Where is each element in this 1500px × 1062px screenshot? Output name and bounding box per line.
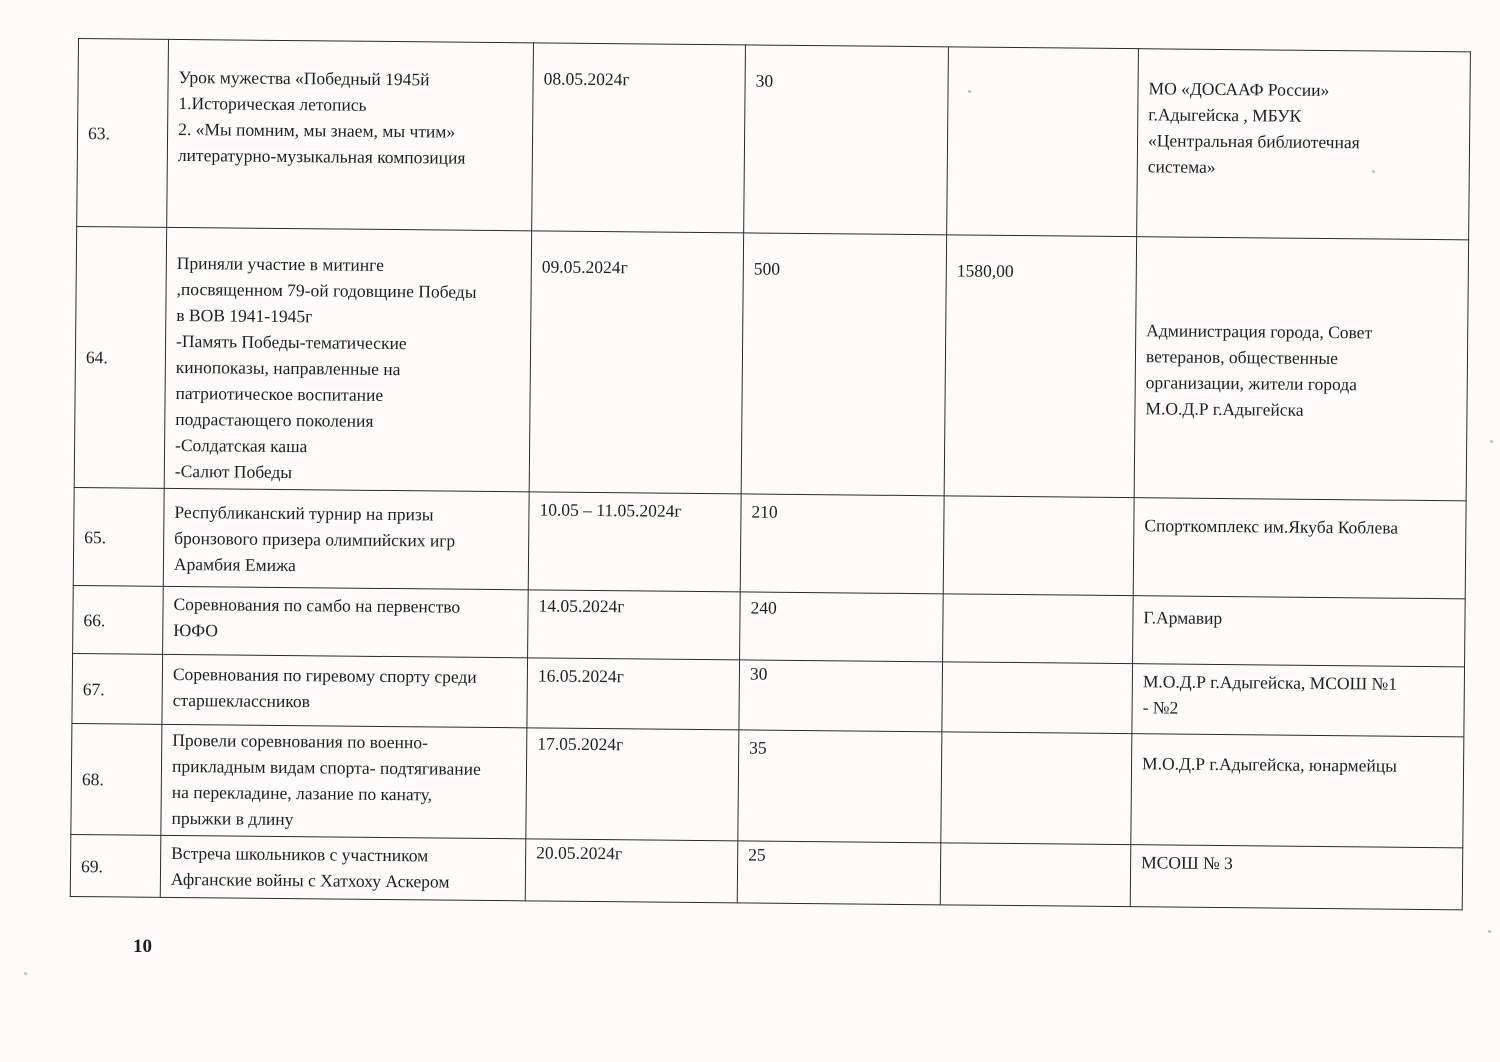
event-partners: М.О.Д.Р г.Адыгейска, МСОШ №1 - №2 (1132, 664, 1465, 737)
row-number: 67. (72, 653, 163, 724)
scan-speck (1488, 930, 1491, 933)
event-date: 09.05.2024г (529, 231, 743, 494)
participant-count: 500 (741, 233, 946, 496)
event-partners: Спорткомплекс им.Якуба Коблева (1133, 498, 1466, 599)
event-partners: М.О.Д.Р г.Адыгейска, юнармейцы (1131, 734, 1464, 848)
table-row (72, 653, 1465, 736)
event-amount (940, 843, 1131, 907)
scan-speck (24, 972, 27, 975)
event-title: Республиканский турнир на призы бронзового призера олимпийских игр Арамбия Емижа (163, 488, 529, 589)
participant-count: 35 (738, 730, 942, 843)
event-title: Урок мужества «Победный 1945й 1.Историческая летопись 2. «Мы помним, мы знаем, мы чтим» литературно-музыкальная композиция (167, 39, 534, 230)
table-row (77, 39, 1471, 240)
event-amount (942, 662, 1133, 734)
event-partners: МО «ДОСААФ России» г.Адыгейска , МБУК «Центральная библиотечная система» (1137, 49, 1471, 240)
event-amount (941, 732, 1132, 845)
event-title: Соревнования по гиревому спорту среди старшеклассников (162, 654, 528, 728)
event-title: Провели соревнования по военно- прикладным видам спорта- подтягивание на перекладине, лазание по канату, прыжки в длину (161, 724, 527, 838)
row-number: 64. (74, 226, 167, 488)
event-title: Встреча школьников с участником Афганские войны с Хатхоху Аскером (160, 835, 526, 901)
event-date: 20.05.2024г (525, 839, 738, 903)
event-partners: Администрация города, Совет ветеранов, общественные организации, жители города М.О.Д.Р г.Адыгейска (1134, 237, 1468, 501)
table-row (71, 723, 1464, 847)
event-partners: Г.Армавир (1133, 596, 1466, 667)
scan-speck (968, 90, 971, 93)
participant-count: 30 (744, 45, 949, 235)
row-number: 63. (77, 39, 169, 228)
scan-speck (1490, 440, 1493, 443)
participant-count: 210 (740, 494, 944, 594)
row-number: 68. (71, 723, 162, 835)
table-row (73, 487, 1466, 598)
event-title: Приняли участие в митинге ,посвященном 79-ой годовщине Победы в ВОВ 1941-1945г -Память Победы-тематические кинопоказы, направленные на патриотическое воспитание подрастающего поколения -Солдатская каша -Салют Победы (164, 227, 531, 491)
table-row (74, 226, 1468, 500)
event-date: 10.05 – 11.05.2024г (528, 492, 741, 592)
row-number: 65. (73, 487, 164, 586)
events-table (70, 38, 1471, 910)
event-amount (943, 594, 1134, 664)
row-number: 69. (70, 834, 161, 897)
event-amount (943, 496, 1134, 596)
event-amount: 1580,00 (944, 235, 1136, 498)
row-number: 66. (73, 585, 164, 654)
participant-count: 240 (740, 592, 944, 662)
table-row (70, 834, 1463, 909)
page-number: 10 (133, 936, 152, 957)
scan-speck (1372, 170, 1375, 173)
event-date: 17.05.2024г (526, 728, 739, 841)
event-date: 14.05.2024г (528, 590, 741, 660)
participant-count: 25 (737, 841, 941, 905)
event-amount (947, 47, 1139, 237)
event-partners: МСОШ № 3 (1130, 845, 1463, 910)
event-title: Соревнования по самбо на первенство ЮФО (163, 586, 529, 658)
event-date: 16.05.2024г (527, 658, 740, 730)
participant-count: 30 (739, 660, 943, 732)
event-date: 08.05.2024г (532, 43, 746, 233)
